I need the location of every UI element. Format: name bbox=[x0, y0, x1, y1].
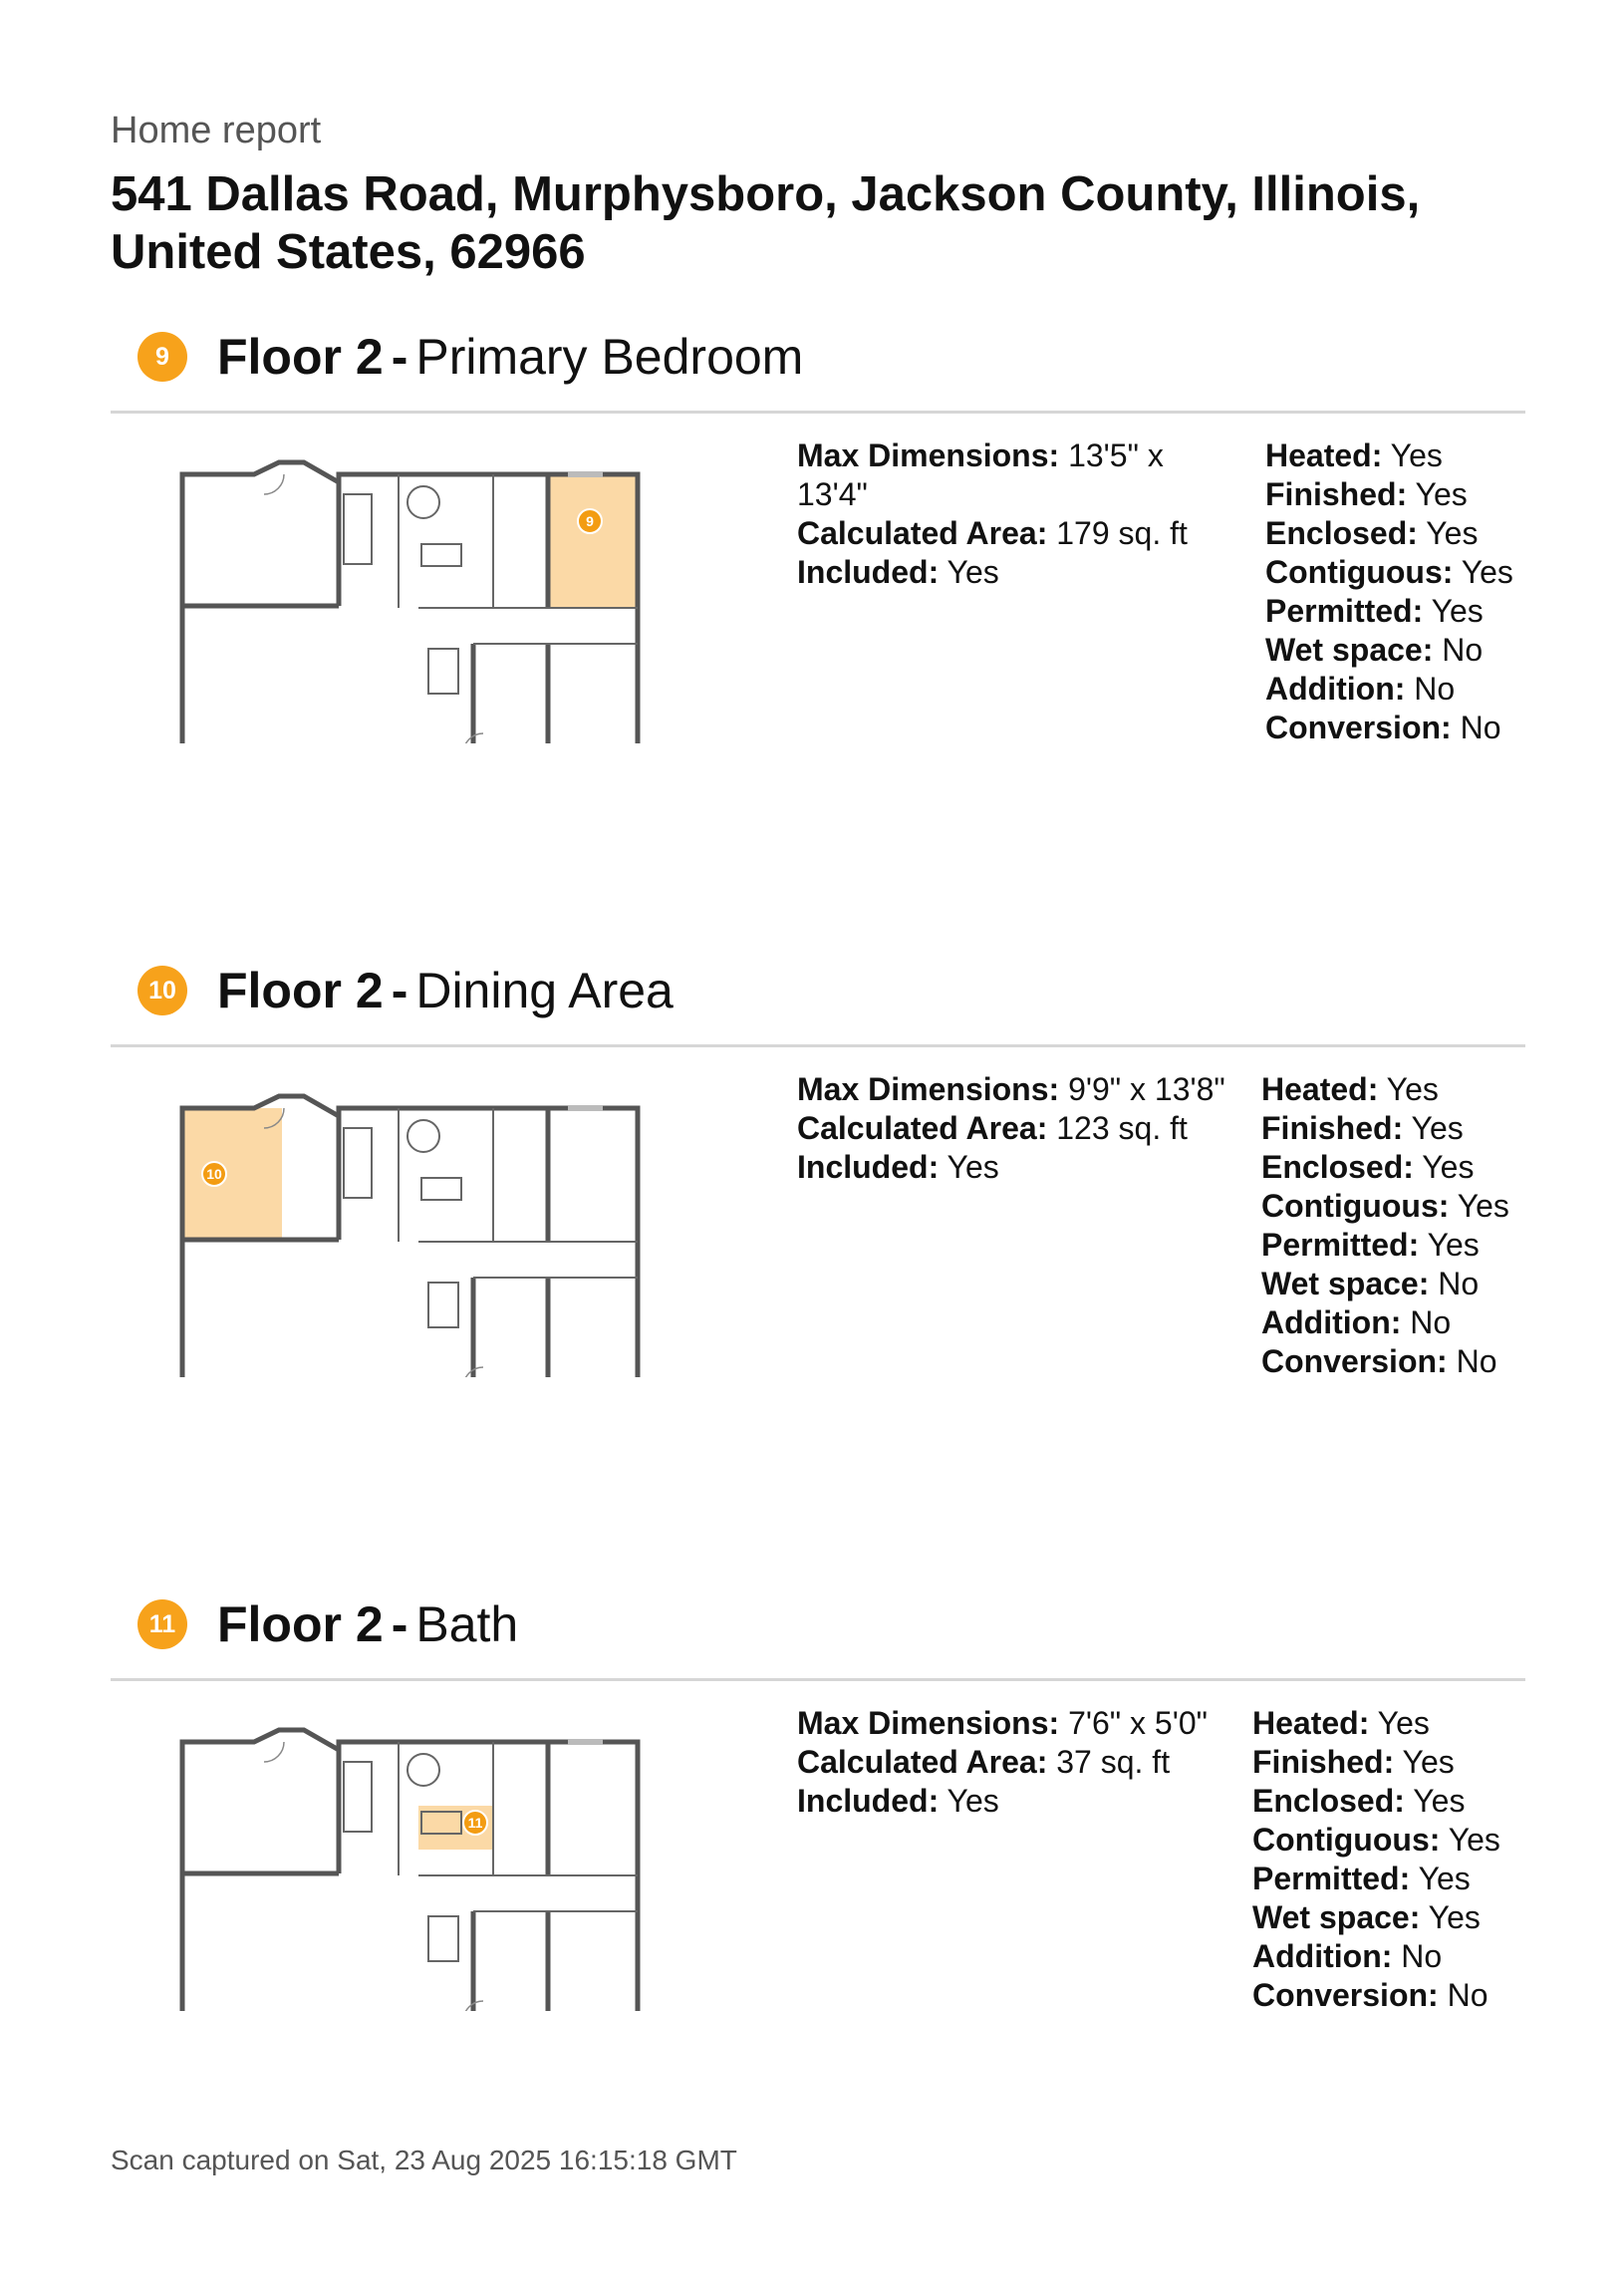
flag-value: Yes bbox=[1426, 515, 1479, 551]
room-heading bbox=[137, 1584, 518, 1664]
flag-label: Finished: bbox=[1265, 476, 1408, 512]
detail-row bbox=[797, 1782, 1225, 1821]
detail-value: 123 sq. ft bbox=[1056, 1110, 1188, 1146]
detail-label: Max Dimensions: bbox=[797, 1071, 1060, 1107]
flag-label: Conversion: bbox=[1261, 1343, 1448, 1379]
flag-label: Wet space: bbox=[1261, 1266, 1430, 1301]
detail-label: Included: bbox=[797, 554, 940, 590]
highlighted-room-area bbox=[548, 474, 638, 608]
flag-row bbox=[1265, 631, 1524, 670]
flag-row bbox=[1252, 1898, 1521, 1937]
flag-label: Finished: bbox=[1261, 1110, 1404, 1146]
room-number-badge: 10 bbox=[137, 966, 187, 1015]
flag-value: Yes bbox=[1418, 1861, 1471, 1896]
flag-value: Yes bbox=[1427, 1227, 1480, 1263]
detail-label: Calculated Area: bbox=[797, 1744, 1048, 1780]
flag-value: Yes bbox=[1390, 437, 1443, 473]
room-name: Bath bbox=[415, 1596, 519, 1652]
floor-plan-thumbnail bbox=[164, 434, 712, 743]
room-section-primary-bedroom bbox=[0, 317, 1623, 915]
flag-row bbox=[1265, 514, 1524, 553]
flag-label: Permitted: bbox=[1261, 1227, 1420, 1263]
scan-timestamp: Scan captured on Sat, 23 Aug 2025 16:15:18 GMT bbox=[111, 2145, 737, 2175]
flag-label: Enclosed: bbox=[1261, 1149, 1414, 1185]
floor-plan-thumbnail bbox=[164, 1702, 712, 2011]
flag-row bbox=[1252, 1821, 1521, 1860]
property-address: 541 Dallas Road, Murphysboro, Jackson County, Illinois, United States, 62966 bbox=[111, 167, 1421, 279]
flag-label: Enclosed: bbox=[1265, 515, 1418, 551]
flag-value: No bbox=[1414, 671, 1456, 707]
flag-row bbox=[1265, 436, 1524, 475]
flag-value: No bbox=[1410, 1304, 1452, 1340]
flag-value: No bbox=[1438, 1266, 1480, 1301]
flag-row bbox=[1252, 1704, 1521, 1743]
room-section-dining-area bbox=[0, 951, 1623, 1549]
flag-row bbox=[1265, 709, 1524, 747]
flag-row bbox=[1252, 1976, 1521, 2015]
detail-value: Yes bbox=[947, 554, 999, 590]
flag-row bbox=[1261, 1226, 1520, 1265]
flag-row bbox=[1265, 592, 1524, 631]
room-title bbox=[217, 961, 674, 1020]
flag-label: Contiguous: bbox=[1252, 1822, 1441, 1858]
flag-value: Yes bbox=[1428, 1899, 1481, 1935]
room-floor: Floor 2 bbox=[217, 963, 384, 1018]
flag-row bbox=[1261, 1342, 1520, 1381]
detail-label: Max Dimensions: bbox=[797, 437, 1060, 473]
flag-label: Heated: bbox=[1261, 1071, 1379, 1107]
flag-row bbox=[1252, 1860, 1521, 1898]
room-title bbox=[217, 327, 803, 387]
room-flags bbox=[1265, 436, 1524, 747]
flag-value: Yes bbox=[1457, 1188, 1509, 1224]
flag-label: Conversion: bbox=[1265, 710, 1452, 745]
room-marker bbox=[202, 1162, 226, 1186]
flag-value: Yes bbox=[1411, 1110, 1464, 1146]
detail-label: Calculated Area: bbox=[797, 1110, 1048, 1146]
section-divider bbox=[111, 1678, 1525, 1681]
flag-value: Yes bbox=[1413, 1783, 1466, 1819]
detail-row bbox=[797, 553, 1225, 592]
report-eyebrow: Home report bbox=[111, 110, 322, 151]
detail-row bbox=[797, 514, 1225, 553]
room-details bbox=[797, 1070, 1225, 1187]
room-marker bbox=[578, 509, 602, 533]
flag-label: Finished: bbox=[1252, 1744, 1395, 1780]
flag-value: Yes bbox=[1377, 1705, 1430, 1741]
flag-label: Enclosed: bbox=[1252, 1783, 1405, 1819]
room-title-separator: - bbox=[391, 329, 408, 385]
detail-label: Max Dimensions: bbox=[797, 1705, 1060, 1741]
flag-row bbox=[1261, 1303, 1520, 1342]
detail-label: Included: bbox=[797, 1149, 940, 1185]
room-heading bbox=[137, 951, 674, 1030]
room-details bbox=[797, 436, 1225, 592]
flag-label: Heated: bbox=[1252, 1705, 1370, 1741]
room-number-badge: 9 bbox=[137, 332, 187, 382]
room-marker-label: 9 bbox=[586, 513, 594, 529]
detail-row bbox=[797, 1704, 1225, 1743]
flag-label: Wet space: bbox=[1252, 1899, 1421, 1935]
flag-label: Wet space: bbox=[1265, 632, 1434, 668]
flag-value: Yes bbox=[1415, 476, 1468, 512]
flag-row bbox=[1265, 553, 1524, 592]
flag-value: Yes bbox=[1431, 593, 1484, 629]
room-name: Dining Area bbox=[415, 963, 674, 1018]
flag-row bbox=[1265, 670, 1524, 709]
flag-row bbox=[1261, 1109, 1520, 1148]
flag-label: Contiguous: bbox=[1261, 1188, 1450, 1224]
room-heading bbox=[137, 317, 803, 397]
room-marker-label: 10 bbox=[206, 1166, 222, 1182]
flag-value: Yes bbox=[1402, 1744, 1455, 1780]
flag-row bbox=[1261, 1148, 1520, 1187]
flag-value: Yes bbox=[1448, 1822, 1500, 1858]
flag-label: Addition: bbox=[1265, 671, 1406, 707]
flag-label: Contiguous: bbox=[1265, 554, 1454, 590]
flag-value: No bbox=[1447, 1977, 1488, 2013]
room-title bbox=[217, 1594, 518, 1654]
room-flags bbox=[1252, 1704, 1521, 2015]
flag-value: Yes bbox=[1386, 1071, 1439, 1107]
flag-row bbox=[1265, 475, 1524, 514]
room-title-separator: - bbox=[391, 1596, 408, 1652]
floor-plan-thumbnail bbox=[164, 1068, 712, 1377]
flag-label: Addition: bbox=[1261, 1304, 1402, 1340]
detail-value: 179 sq. ft bbox=[1056, 515, 1188, 551]
flag-row bbox=[1252, 1743, 1521, 1782]
detail-label: Included: bbox=[797, 1783, 940, 1819]
detail-row bbox=[797, 1109, 1225, 1148]
flag-label: Permitted: bbox=[1252, 1861, 1411, 1896]
flag-value: No bbox=[1401, 1938, 1443, 1974]
flag-row bbox=[1252, 1782, 1521, 1821]
flag-row bbox=[1261, 1070, 1520, 1109]
detail-row bbox=[797, 1070, 1225, 1109]
flag-value: No bbox=[1442, 632, 1484, 668]
flag-value: Yes bbox=[1461, 554, 1513, 590]
flag-value: Yes bbox=[1422, 1149, 1475, 1185]
flag-label: Heated: bbox=[1265, 437, 1383, 473]
detail-label: Calculated Area: bbox=[797, 515, 1048, 551]
detail-value: 9'9" x 13'8" bbox=[1068, 1071, 1225, 1107]
flag-row bbox=[1252, 1937, 1521, 1976]
flag-label: Permitted: bbox=[1265, 593, 1424, 629]
room-section-bath bbox=[0, 1584, 1623, 2182]
room-flags bbox=[1261, 1070, 1520, 1381]
room-title-separator: - bbox=[391, 963, 408, 1018]
flag-label: Addition: bbox=[1252, 1938, 1393, 1974]
section-divider bbox=[111, 411, 1525, 414]
flag-value: No bbox=[1460, 710, 1501, 745]
detail-row bbox=[797, 1743, 1225, 1782]
room-floor: Floor 2 bbox=[217, 1596, 384, 1652]
room-marker bbox=[463, 1811, 487, 1835]
room-details bbox=[797, 1704, 1225, 1821]
room-name: Primary Bedroom bbox=[415, 329, 804, 385]
flag-value: No bbox=[1456, 1343, 1497, 1379]
detail-row bbox=[797, 436, 1225, 514]
detail-value: 37 sq. ft bbox=[1056, 1744, 1171, 1780]
flag-row bbox=[1261, 1187, 1520, 1226]
detail-value: Yes bbox=[947, 1149, 999, 1185]
room-floor: Floor 2 bbox=[217, 329, 384, 385]
section-divider bbox=[111, 1044, 1525, 1047]
flag-label: Conversion: bbox=[1252, 1977, 1439, 2013]
flag-row bbox=[1261, 1265, 1520, 1303]
room-marker-label: 11 bbox=[467, 1815, 483, 1831]
detail-row bbox=[797, 1148, 1225, 1187]
detail-value: Yes bbox=[947, 1783, 999, 1819]
detail-value: 7'6" x 5'0" bbox=[1068, 1705, 1208, 1741]
room-number-badge: 11 bbox=[137, 1599, 187, 1649]
detail-value: 13'5" x 13'4" bbox=[797, 437, 1164, 512]
floor-plan-drawing bbox=[182, 1730, 638, 2011]
